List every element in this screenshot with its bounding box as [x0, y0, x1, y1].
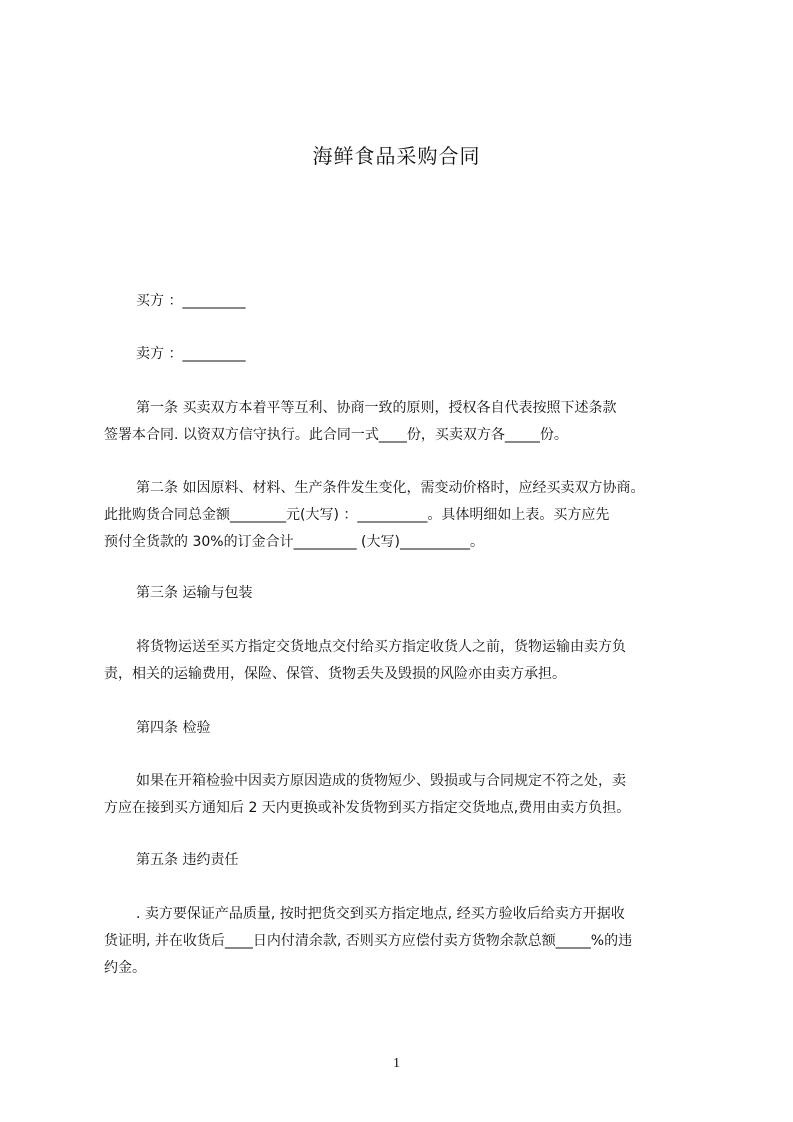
article2-line2: 此批购货合同总金额________元(大写) ：__________。具体明细如上表。买方应先	[104, 507, 610, 523]
seller-line: 卖方 ：_________	[136, 346, 246, 362]
article1-line2: 签署本合同. 以资双方信守执行。此合同一式____份，买卖双方各_____份。	[104, 427, 568, 443]
article4-line2: 方应在接到买方通知后 2 天内更换或补发货物到买方指定交货地点,费用由卖方负担。	[104, 800, 631, 816]
article4-heading: 第四条 检验	[136, 720, 211, 736]
article5-line3: 约金。	[104, 960, 146, 976]
article3-line2: 责，相关的运输费用，保险、保管、货物丢失及毁损的风险亦由卖方承担。	[104, 666, 566, 682]
article5-line1: . 卖方要保证产品质量, 按时把货交到买方指定地点, 经买方验收后给卖方开据收	[136, 906, 625, 922]
article2-line1: 第二条 如因原料、材料、生产条件发生变化，需变动价格时，应经买卖双方协商。	[136, 480, 645, 496]
article4-line1: 如果在开箱检验中因卖方原因造成的货物短少、毁损或与合同规定不符之处，卖	[136, 773, 626, 789]
buyer-line: 买方 ：_________	[136, 293, 246, 309]
contract-title: 海鲜食品采购合同	[312, 144, 481, 168]
article3-heading: 第三条 运输与包装	[136, 585, 253, 601]
article3-line1: 将货物运送至买方指定交货地点交付给买方指定收货人之前，货物运输由卖方负	[136, 639, 626, 655]
article5-line2: 货证明, 并在收货后____日内付清余款, 否则买方应偿付卖方货物余款总额_____%的违	[104, 933, 633, 949]
article1-line1: 第一条 买卖双方本着平等互利、协商一致的原则，授权各自代表按照下述条款	[136, 400, 617, 416]
article5-heading: 第五条 违约责任	[136, 852, 239, 868]
article2-line3: 预付全货款的 30%的订金合计_________ (大写)__________。	[104, 534, 484, 550]
page-number: 1	[393, 1056, 400, 1071]
